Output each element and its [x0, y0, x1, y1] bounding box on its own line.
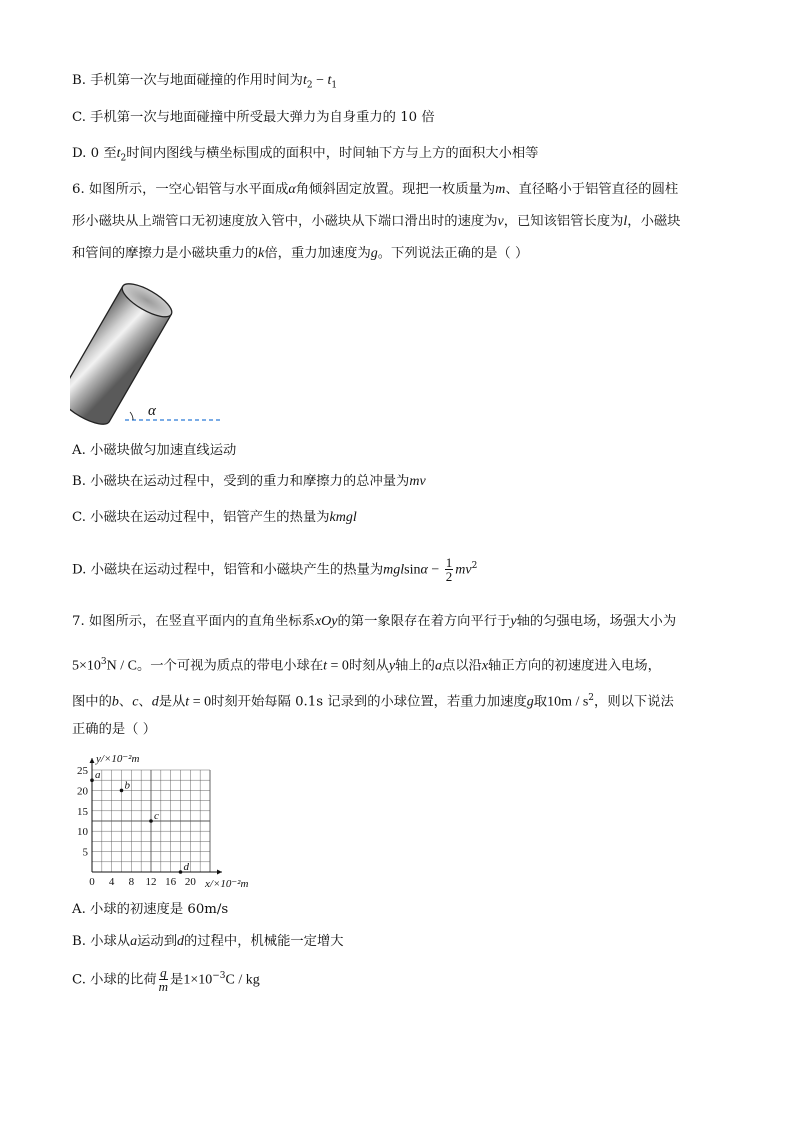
coordinate-grid-chart — [70, 750, 270, 890]
x-tick-label: 0 — [89, 876, 95, 888]
x-tick-label: 12 — [145, 876, 157, 888]
data-point-b — [120, 789, 124, 793]
alpha-label: α — [148, 403, 156, 419]
y-tick-label: 15 — [77, 805, 88, 818]
q6-option-c: C. 小磁块在运动过程中，铝管产生的热量为kmgl — [72, 510, 357, 525]
q6-option-b: B. 小磁块在运动过程中，受到的重力和摩擦力的总冲量为mv — [72, 474, 426, 489]
q7-stem-line3: 图中的b、c、d是从t = 0时刻开始每隔 0.1s 记录到的小球位置，若重力加速度g取$10m / s^2$，则以下说法 — [72, 693, 674, 710]
x-tick-label: 4 — [108, 876, 115, 888]
q6-option-d: D. 小磁块在运动过程中，铝管和小磁块产生的热量为mglsinα − $\frac{1}{2}$ $mv^2$ — [72, 555, 478, 585]
angle-arc — [130, 412, 133, 420]
x-axis-arrow — [217, 870, 222, 875]
q7-option-b: B. 小球从a运动到d的过程中，机械能一定增大 — [72, 934, 344, 949]
x-axis-label: x/×10⁻²m — [205, 878, 249, 890]
q6-stem-line2: 形小磁块从上端管口无初速度放入管中，小磁块从下端口滑出时的速度为v，已知该铝管长度为l，小磁块 — [72, 214, 681, 229]
q6-option-a: A. 小磁块做匀加速直线运动 — [72, 443, 237, 458]
q6-stem-line3: 和管间的摩擦力是小磁块重力的k倍，重力加速度为g。下列说法正确的是（ ） — [72, 246, 529, 261]
q5-option-d: D. 0 至$t_2$时间内图线与横坐标围成的面积中，时间轴下方与上方的面积大小相等 — [72, 146, 539, 164]
q7-option-c: C. 小球的比荷 $\frac{q}{m}$ 是$1\times 10^{-3}C$ / kg — [72, 965, 260, 995]
y-tick-label: 5 — [82, 846, 88, 859]
y-axis-label: y/×10⁻²m — [96, 753, 140, 765]
y-tick-label: 25 — [77, 765, 88, 777]
x-tick-label: 16 — [165, 876, 177, 888]
fraction-q-over-m: $\frac{q}{m}$ — [158, 965, 169, 995]
q7-stem-line2: $5\times 10^3N / C$。一个可视为质点的带电小球在t = 0时刻从y轴上的a点以沿x轴正方向的初速度进入电场， — [72, 657, 661, 674]
data-point-d — [179, 870, 183, 874]
y-tick-label: 20 — [77, 785, 88, 798]
point-label-c: c — [154, 810, 159, 822]
q5-option-b: B. 手机第一次与地面碰撞的作用时间为$t_2 - t_1$ — [72, 73, 338, 91]
data-point-a — [90, 778, 94, 782]
q7-stem-line4: 正确的是（ ） — [72, 722, 157, 737]
math-t2: t — [302, 73, 307, 88]
x-tick-label: 20 — [184, 876, 196, 888]
q5-option-c: C. 手机第一次与地面碰撞中所受最大弹力为自身重力的 10 倍 — [72, 110, 435, 125]
data-point-c — [149, 819, 153, 823]
x-tick-label: 8 — [128, 876, 135, 888]
point-label-d: d — [183, 861, 189, 873]
fraction-one-half: $\frac{1}{2}$ — [445, 555, 453, 585]
point-label-b: b — [124, 779, 130, 792]
q7-stem-line1: 7. 如图所示，在竖直平面内的直角坐标系xOy的第一象限存在着方向平行于y轴的匀强电场，场强大小为 — [72, 614, 677, 629]
point-label-a: a — [95, 769, 101, 782]
y-tick-label: 10 — [77, 826, 88, 839]
q7-option-a: A. 小球的初速度是 60m/s — [72, 902, 229, 917]
y-axis-arrow — [90, 758, 95, 763]
q6-stem-line1: 6. 如图所示，一空心铝管与水平面成α角倾斜固定放置。现把一枚质量为m、直径略小于铝管直径的圆柱 — [72, 182, 679, 197]
tilted-tube-figure — [70, 276, 240, 431]
